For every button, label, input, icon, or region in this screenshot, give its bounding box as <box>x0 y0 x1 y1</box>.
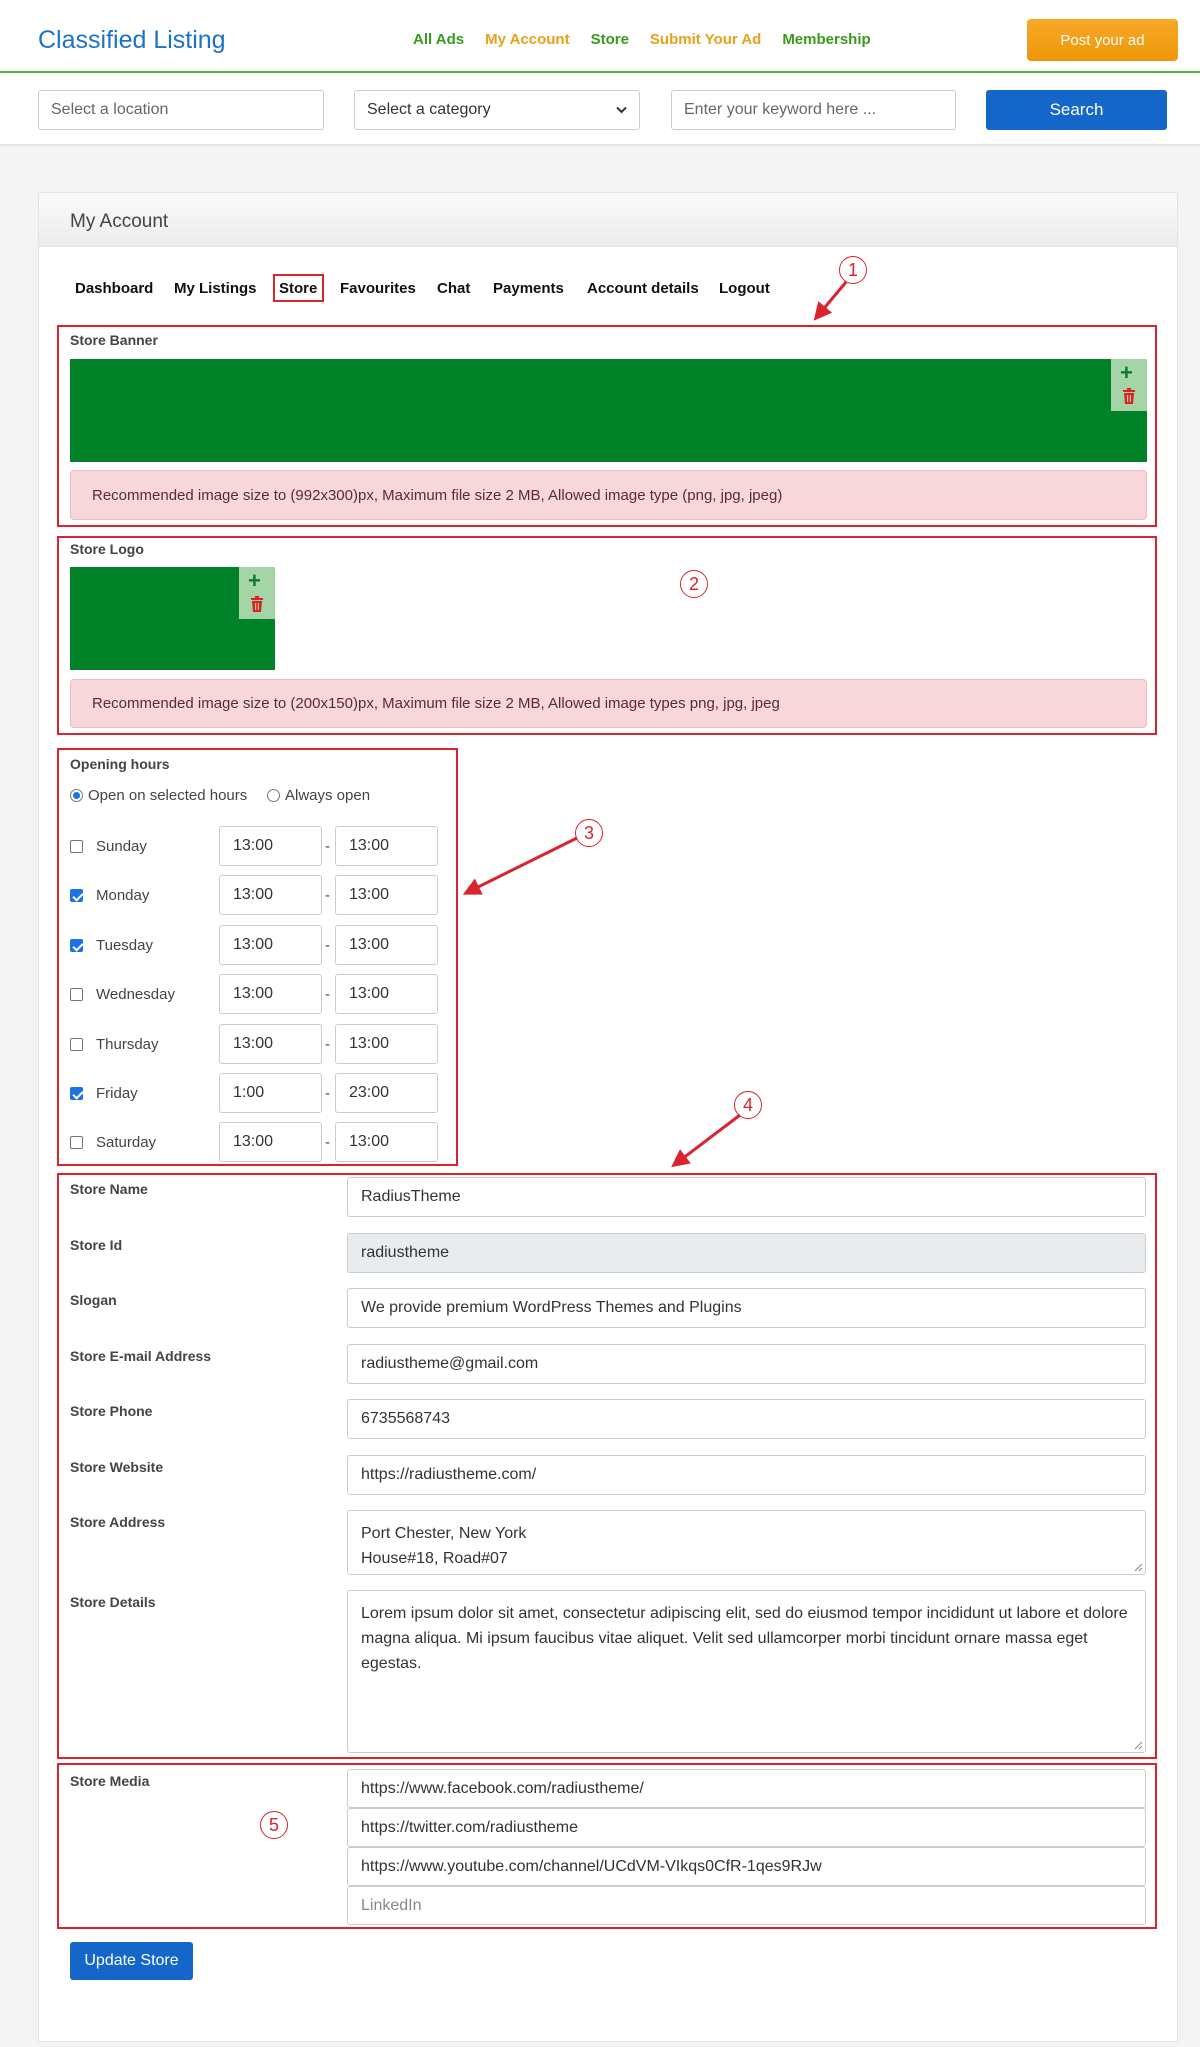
open-time-saturday[interactable]: 13:00 <box>219 1122 322 1162</box>
facebook-input[interactable]: https://www.facebook.com/radiustheme/ <box>347 1769 1146 1808</box>
tab-payments[interactable]: Payments <box>493 280 564 297</box>
keyword-input[interactable]: Enter your keyword here ... <box>671 90 956 130</box>
annotation-marker-5: 5 <box>260 1811 288 1839</box>
linkedin-input[interactable]: LinkedIn <box>347 1886 1146 1925</box>
slogan-input[interactable]: We provide premium WordPress Themes and Plugins <box>347 1288 1146 1328</box>
radio-selected-hours-label: Open on selected hours <box>88 787 248 804</box>
day-label-friday: Friday <box>96 1085 138 1102</box>
day-label-wednesday: Wednesday <box>96 986 175 1003</box>
close-time-friday[interactable]: 23:00 <box>335 1073 438 1113</box>
store-phone-input[interactable]: 6735568743 <box>347 1399 1146 1439</box>
annotation-marker-3: 3 <box>575 819 603 847</box>
store-phone-label: Store Phone <box>70 1403 153 1419</box>
day-label-sunday: Sunday <box>96 838 147 855</box>
nav-submit-ad[interactable]: Submit Your Ad <box>649 31 762 48</box>
banner-size-note: Recommended image size to (992x300)px, Maximum file size 2 MB, Allowed image type (png, jpg, jpeg) <box>70 470 1147 520</box>
tab-logout[interactable]: Logout <box>719 280 770 297</box>
nav-membership[interactable]: Membership <box>782 31 871 48</box>
open-time-friday[interactable]: 1:00 <box>219 1073 322 1113</box>
day-label-saturday: Saturday <box>96 1134 157 1151</box>
tab-my-listings[interactable]: My Listings <box>174 280 257 297</box>
open-time-sunday[interactable]: 13:00 <box>219 826 322 866</box>
search-button[interactable]: Search <box>986 90 1167 130</box>
close-time-tuesday[interactable]: 13:00 <box>335 925 438 965</box>
add-logo-icon[interactable]: + <box>248 568 261 593</box>
tab-chat[interactable]: Chat <box>437 280 471 297</box>
annotation-marker-4: 4 <box>734 1091 762 1119</box>
store-name-input[interactable]: RadiusTheme <box>347 1177 1146 1217</box>
store-website-input[interactable]: https://radiustheme.com/ <box>347 1455 1146 1495</box>
annotation-marker-2: 2 <box>680 570 708 598</box>
close-time-monday[interactable]: 13:00 <box>335 875 438 915</box>
nav-my-account[interactable]: My Account <box>485 31 570 48</box>
open-time-monday[interactable]: 13:00 <box>219 875 322 915</box>
site-logo[interactable]: Classified Listing <box>38 26 226 54</box>
time-separator: - <box>325 1036 330 1053</box>
arrow-3 <box>466 838 577 893</box>
store-id-input: radiustheme <box>347 1233 1146 1273</box>
radio-always-open-label: Always open <box>285 787 371 804</box>
tab-favourites[interactable]: Favourites <box>340 280 416 297</box>
store-details-value: Lorem ipsum dolor sit amet, consectetur adipiscing elit, sed do eiusmod tempor incididunt ut labore et dolore magna aliqua. Mi ipsum faucibus vitae aliquet. Velit sed ullamcorper morbi tincidunt ornare massa eget egestas. <box>361 1605 1128 1672</box>
close-time-saturday[interactable]: 13:00 <box>335 1122 438 1162</box>
nav-all-ads[interactable]: All Ads <box>413 31 465 48</box>
store-details-label: Store Details <box>70 1594 156 1610</box>
logo-label: Store Logo <box>70 541 144 557</box>
store-email-label: Store E-mail Address <box>70 1348 212 1364</box>
day-label-thursday: Thursday <box>96 1036 159 1053</box>
arrow-4 <box>674 1115 740 1165</box>
store-id-label: Store Id <box>70 1237 123 1253</box>
store-name-label: Store Name <box>70 1181 148 1197</box>
store-website-label: Store Website <box>70 1459 164 1475</box>
store-email-input[interactable]: radiustheme@gmail.com <box>347 1344 1146 1384</box>
time-separator: - <box>325 1085 330 1102</box>
hours-label: Opening hours <box>70 756 170 772</box>
update-store-button[interactable]: Update Store <box>70 1942 193 1980</box>
category-select-value: Select a category <box>367 101 491 118</box>
time-separator: - <box>325 1134 330 1151</box>
add-banner-icon[interactable]: + <box>1120 360 1133 385</box>
annotation-marker-1: 1 <box>839 256 867 284</box>
logo-size-note: Recommended image size to (200x150)px, Maximum file size 2 MB, Allowed image types png, jpg, jpeg <box>70 679 1147 728</box>
time-separator: - <box>325 937 330 954</box>
tab-store[interactable]: Store <box>279 280 318 297</box>
youtube-input[interactable]: https://www.youtube.com/channel/UCdVM-VIkqs0CfR-1qes9RJw <box>347 1847 1146 1886</box>
page-title: My Account <box>70 211 169 232</box>
open-time-wednesday[interactable]: 13:00 <box>219 974 322 1014</box>
time-separator: - <box>325 887 330 904</box>
tab-dashboard[interactable]: Dashboard <box>75 280 154 297</box>
time-separator: - <box>325 838 330 855</box>
store-media-label: Store Media <box>70 1773 150 1789</box>
slogan-label: Slogan <box>70 1292 117 1308</box>
post-ad-button[interactable]: Post your ad <box>1027 19 1178 61</box>
location-input[interactable]: Select a location <box>38 90 324 130</box>
tab-account-details[interactable]: Account details <box>587 280 699 297</box>
day-label-monday: Monday <box>96 887 150 904</box>
close-time-wednesday[interactable]: 13:00 <box>335 974 438 1014</box>
store-address-label: Store Address <box>70 1514 166 1530</box>
close-time-thursday[interactable]: 13:00 <box>335 1024 438 1064</box>
day-label-tuesday: Tuesday <box>96 937 153 954</box>
open-time-thursday[interactable]: 13:00 <box>219 1024 322 1064</box>
close-time-sunday[interactable]: 13:00 <box>335 826 438 866</box>
open-time-tuesday[interactable]: 13:00 <box>219 925 322 965</box>
banner-label: Store Banner <box>70 332 158 348</box>
nav-store[interactable]: Store <box>590 31 629 48</box>
arrow-1 <box>816 282 846 318</box>
twitter-input[interactable]: https://twitter.com/radiustheme <box>347 1808 1146 1847</box>
store-address-value: Port Chester, New York House#18, Road#07 <box>361 1525 527 1567</box>
time-separator: - <box>325 986 330 1003</box>
